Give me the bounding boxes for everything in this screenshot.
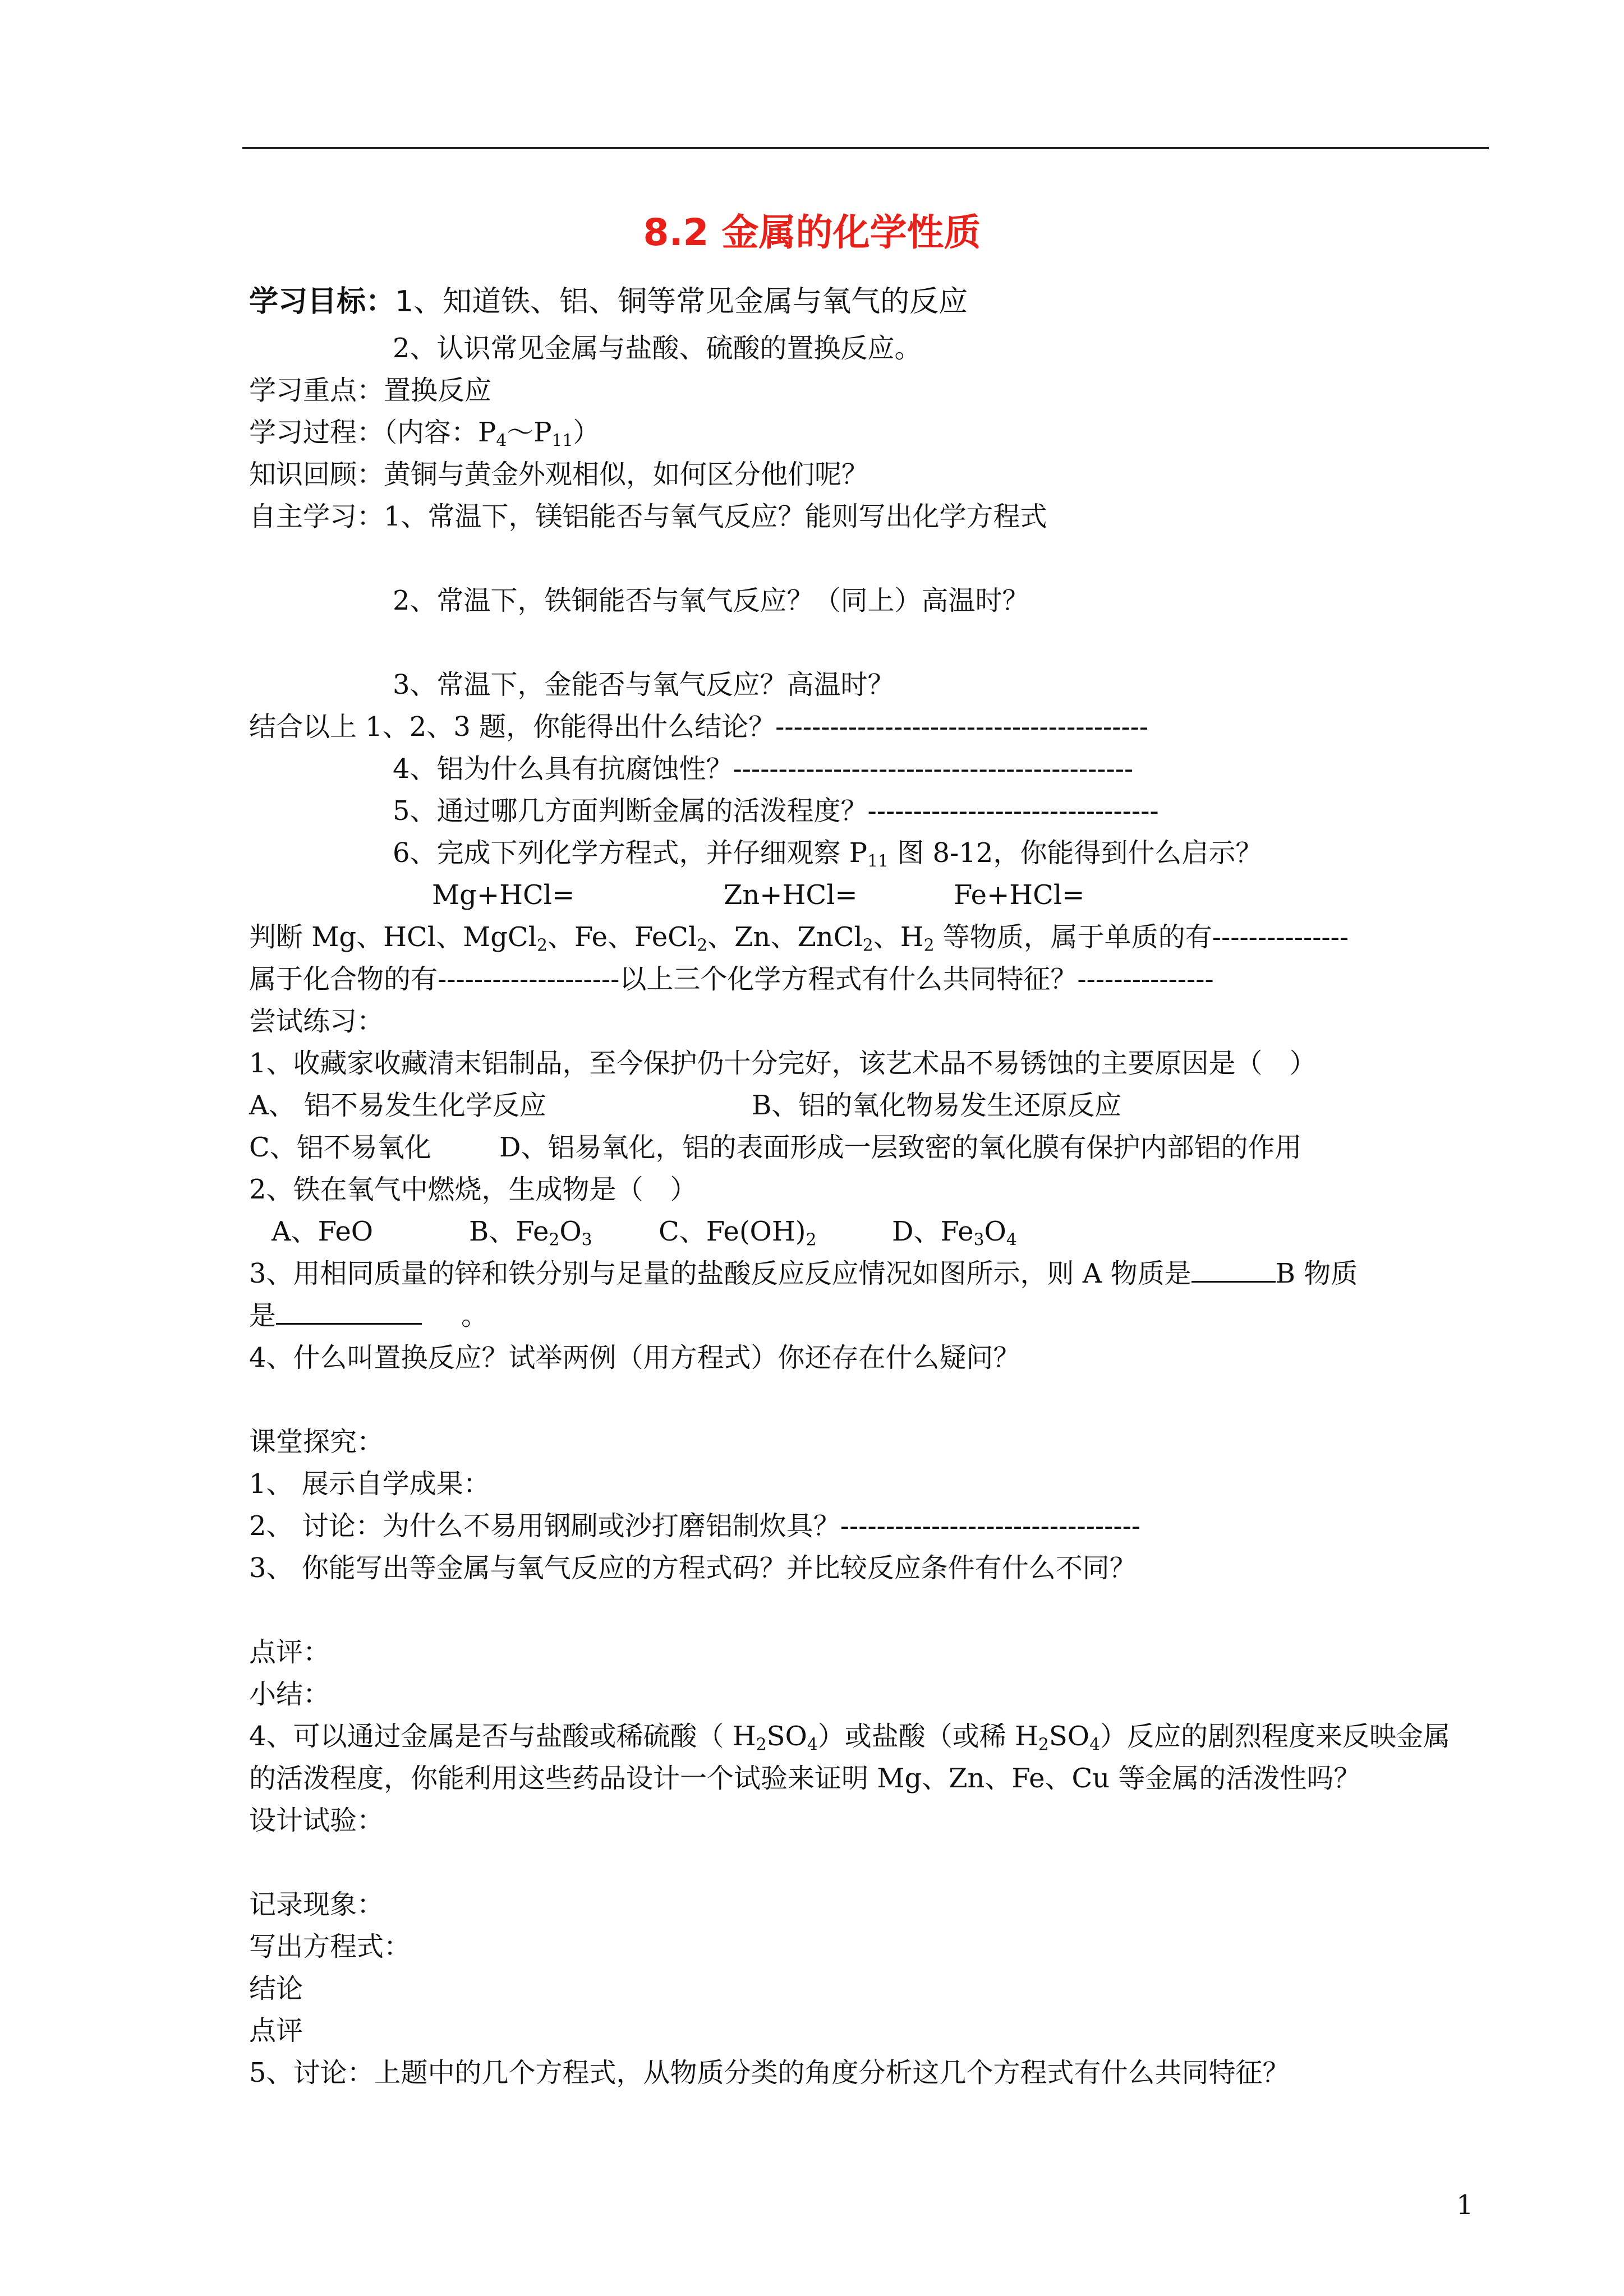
classroom-q5: 5、讨论：上题中的几个方程式，从物质分类的角度分析这几个方程式有什么共同特征？ [249, 2057, 1290, 2088]
classroom-q4-line-2: 的活泼程度，你能利用这些药品设计一个试验来证明 Mg、Zn、Fe、Cu 等金属的活泼性吗？ [249, 1763, 1361, 1794]
self-study-q3: 3、常温下，金能否与氧气反应？高温时？ [393, 669, 895, 700]
practice-q2-option-a: A、FeO [272, 1216, 374, 1247]
practice-q2: 2、铁在氧气中燃烧，生成物是（ ） [249, 1174, 697, 1205]
knowledge-review: 知识回顾：黄铜与黄金外观相似，如何区分他们呢？ [249, 459, 869, 490]
self-study-conclusion: 结合以上 1、2、3 题，你能得出什么结论？----------------------------------------- [249, 711, 1149, 743]
practice-q4: 4、什么叫置换反应？试举两例（用方程式）你还存在什么疑问？ [249, 1342, 1020, 1373]
study-process: 学习过程：（内容：$P_4\sim P_{11}$） [249, 417, 600, 451]
self-study-q2: 2、常温下，铁铜能否与氧气反应？（同上）高温时？ [393, 585, 1029, 616]
practice-q2-option-c: C、$Fe(OH)_2$ [659, 1216, 817, 1250]
write-equation: 写出方程式： [249, 1931, 411, 1962]
practice-q3: 3、用相同质量的锌和铁分别与足量的盐酸反应反应情况如图所示，则 A 物质是 B 物质 [249, 1256, 1358, 1291]
classroom-header: 课堂探究： [249, 1426, 384, 1458]
self-study-q1: 自主学习：1、常温下，镁铝能否与氧气反应？能则写出化学方程式 [249, 501, 1047, 532]
classroom-review: 点评： [249, 1636, 330, 1668]
practice-q1-option-a: A、 铝不易发生化学反应 [249, 1090, 546, 1121]
comment-label: 点评 [249, 2015, 303, 2046]
practice-q1-option-b: B、铝的氧化物易发生还原反应 [752, 1090, 1122, 1121]
objective-item-1: 1、知道铁、铝、铜等常见金属与氧气的反应 [395, 285, 968, 319]
self-study-q4: 4、铝为什么具有抗腐蚀性？-------------------------------------------- [393, 753, 1134, 785]
page-number: 1 [1456, 2189, 1474, 2221]
practice-q2-option-d: D、$Fe_3O_4$ [892, 1216, 1017, 1250]
practice-q1-option-c: C、铝不易氧化 [249, 1132, 431, 1163]
practice-q2-option-b: B、$Fe_2O_3$ [469, 1216, 592, 1250]
header-rule [242, 147, 1489, 149]
self-study-q6: 6、完成下列化学方程式，并仔细观察 $P_{11}$ 图 8-12，你能得到什么启示？ [393, 837, 1263, 872]
classroom-q2: 2、 讨论：为什么不易用钢刷或沙打磨铝制炊具？--------------------------------- [249, 1510, 1141, 1542]
answer-blank-b[interactable] [276, 1299, 422, 1325]
classroom-q4: 4、可以通过金属是否与盐酸或稀硫酸（ $H_2SO_4$）或盐酸（或稀 $H_2SO_4$）反应的剧烈程度来反映金属 [249, 1721, 1451, 1755]
compound-question: 属于化合物的有--------------------以上三个化学方程式有什么共同特征？--------------- [249, 963, 1214, 995]
objective-item-2: 2、认识常见金属与盐酸、硫酸的置换反应。 [393, 333, 922, 364]
classroom-q3: 3、 你能写出等金属与氧气反应的方程式码？并比较反应条件有什么不同？ [249, 1552, 1137, 1584]
objectives-line-1 [249, 283, 968, 320]
design-experiment: 设计试验： [249, 1805, 384, 1836]
answer-blank-a[interactable] [1191, 1257, 1276, 1283]
practice-header: 尝试练习： [249, 1006, 384, 1037]
conclusion-label: 结论 [249, 1973, 303, 2004]
equation-zn: Zn+HCl= [724, 879, 858, 911]
judge-substances: 判断 Mg、HCl、MgCl$_2$、Fe、FeCl$_2$、Zn、ZnCl$_2$、$H_2$ 等物质，属于单质的有--------------- [249, 921, 1349, 956]
classroom-summary: 小结： [249, 1679, 330, 1710]
equation-fe: Fe+HCl= [954, 879, 1085, 911]
study-focus: 学习重点：置换反应 [249, 375, 492, 406]
objectives-label: 学习目标： [249, 285, 395, 319]
equation-mg: Mg+HCl= [432, 879, 575, 911]
self-study-q5: 5、通过哪几方面判断金属的活泼程度？-------------------------------- [393, 795, 1159, 827]
practice-q1-option-d: D、铝易氧化，铝的表面形成一层致密的氧化膜有保护内部铝的作用 [499, 1132, 1302, 1163]
classroom-q1: 1、 展示自学成果： [249, 1468, 490, 1500]
practice-q3-line-2: 是 。 [249, 1298, 488, 1333]
record-phenomenon: 记录现象： [249, 1889, 384, 1920]
practice-q1: 1、收藏家收藏清末铝制品，至今保护仍十分完好，该艺术品不易锈蚀的主要原因是（ ） [249, 1048, 1317, 1079]
page-title: 8.2 金属的化学性质 [643, 211, 981, 254]
